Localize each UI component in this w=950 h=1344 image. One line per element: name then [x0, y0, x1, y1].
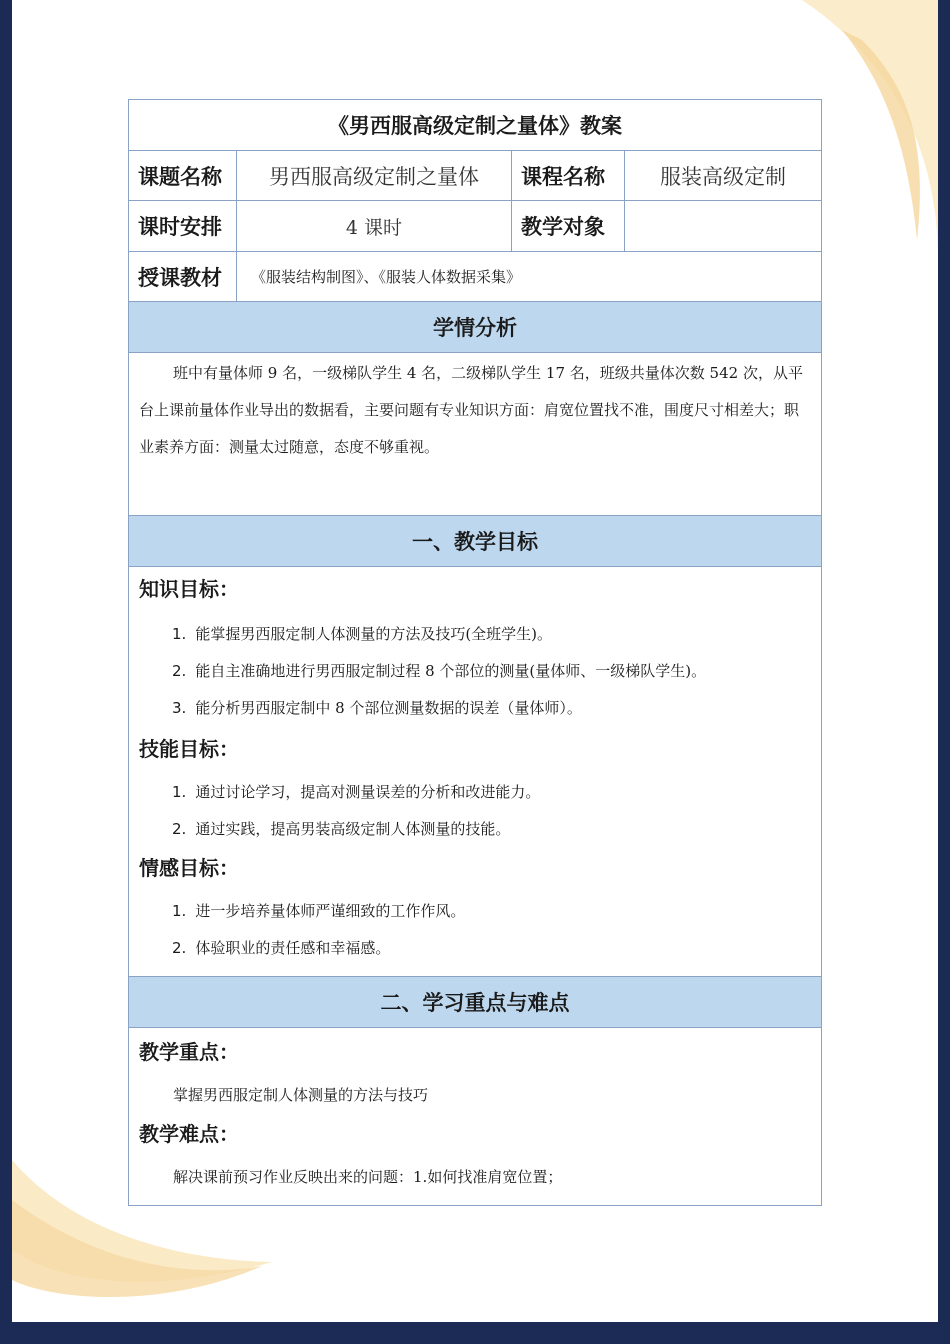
topic-label: 课题名称	[129, 151, 237, 200]
target-label: 教学对象	[512, 201, 625, 251]
material-label: 授课教材	[129, 252, 237, 301]
key-points-heading: 二、学习重点与难点	[129, 977, 821, 1028]
goals-heading: 一、教学目标	[129, 516, 821, 567]
course-value: 服装高级定制	[660, 164, 786, 189]
list-item: 2. 能自主准确地进行男西服定制过程 8 个部位的测量(量体师、一级梯队学生)。	[172, 662, 707, 680]
list-item: 3. 能分析男西服定制中 8 个部位测量数据的误差（量体师）。	[172, 699, 582, 717]
focus-text: 掌握男西服定制人体测量的方法与技巧	[173, 1086, 429, 1104]
list-item: 1. 通过讨论学习，提高对测量误差的分析和改进能力。	[172, 783, 541, 801]
analysis-text: 班中有量体师 9 名，一级梯队学生 4 名，二级梯队学生 17 名，班级共量体次数 542 次，从平台上课前量体作业导出的数据看，主要问题有专业知识方面：肩宽位置找不准，围度尺寸相差大；职业素养方面：测量太过随意，态度不够重视。	[139, 364, 803, 456]
emotion-goal-title: 情感目标：	[139, 856, 239, 880]
doc-title: 《男西服高级定制之量体》教案	[129, 100, 821, 151]
knowledge-goal-title: 知识目标：	[139, 577, 239, 601]
document-page	[12, 0, 938, 1322]
list-item: 1. 能掌握男西服定制人体测量的方法及技巧(全班学生)。	[172, 625, 553, 643]
key-points-section	[129, 1028, 821, 1205]
hours-label: 课时安排	[129, 201, 237, 251]
material-value: 《服装结构制图》、《服装人体数据采集》	[251, 268, 522, 286]
hours-value: 4 课时	[237, 201, 512, 251]
skill-goal-title: 技能目标：	[139, 737, 239, 761]
focus-title: 教学重点：	[139, 1040, 239, 1064]
list-item: 2. 体验职业的责任感和幸福感。	[172, 939, 391, 957]
analysis-section	[129, 353, 821, 516]
skill-goal-list	[139, 774, 811, 848]
list-item: 1. 进一步培养量体师严谨细致的工作作风。	[172, 902, 466, 920]
emotion-goal-list	[139, 893, 811, 967]
goals-section	[129, 567, 821, 977]
topic-value: 男西服高级定制之量体	[237, 151, 512, 200]
knowledge-goal-list	[139, 616, 811, 727]
target-value	[625, 201, 821, 251]
course-label: 课程名称	[512, 151, 625, 200]
analysis-heading: 学情分析	[129, 302, 821, 353]
list-item: 2. 通过实践，提高男装高级定制人体测量的技能。	[172, 820, 511, 838]
lesson-plan-table	[128, 99, 822, 1206]
difficulty-text: 解决课前预习作业反映出来的问题：1.如何找准肩宽位置；	[173, 1168, 563, 1186]
difficulty-title: 教学难点：	[139, 1122, 239, 1146]
